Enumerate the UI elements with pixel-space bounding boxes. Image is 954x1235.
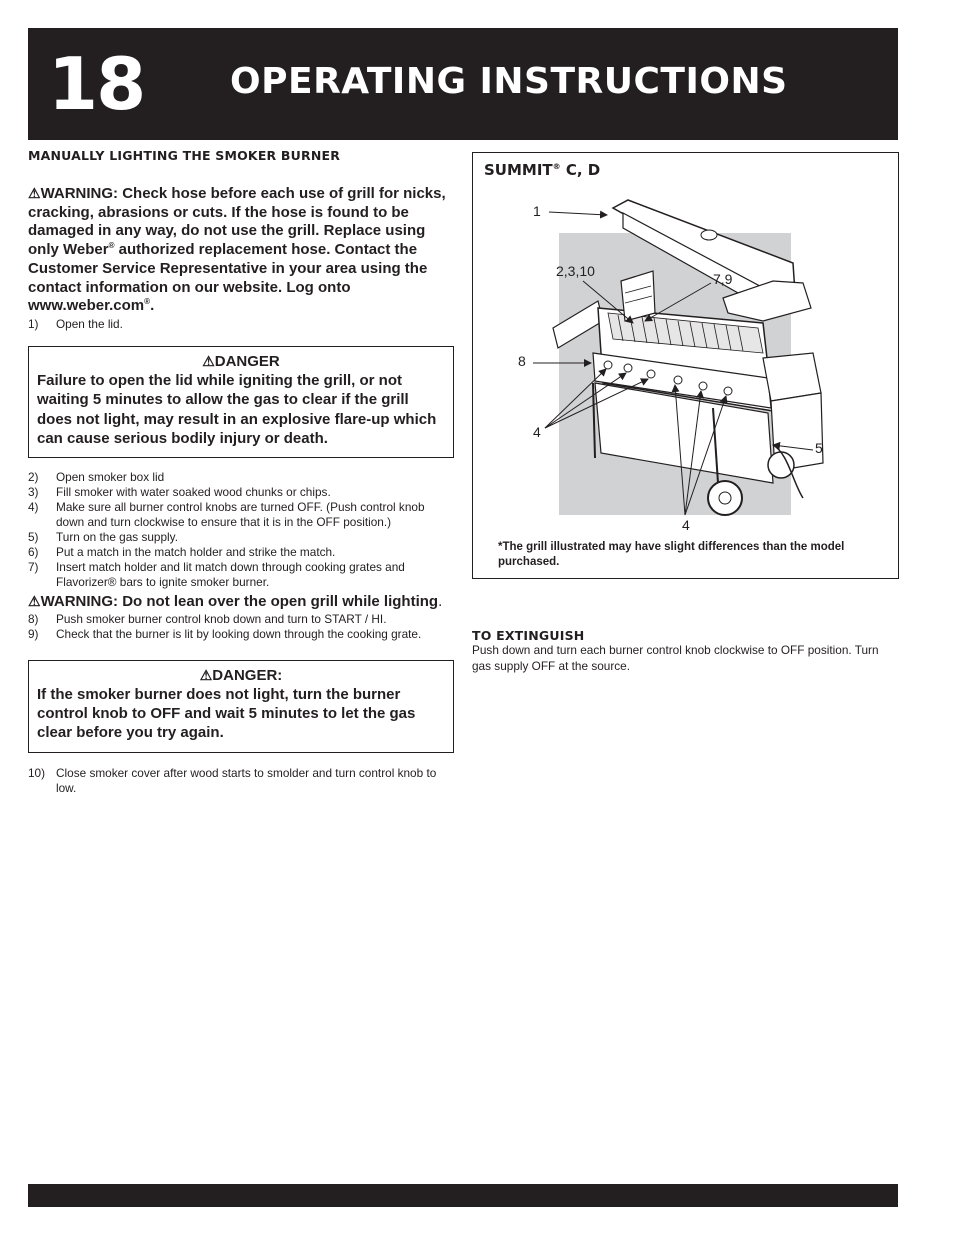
step-text: Push smoker burner control knob down and turn to START / HI. [56, 611, 387, 626]
step-text: Insert match holder and lit match down through cooking grates and Flavorizer® bars to ignite smoker burner. [56, 559, 405, 589]
step-text: Open smoker box lid [56, 469, 165, 484]
warning-hose [28, 184, 454, 316]
callout-gas-supply: 5 [815, 440, 823, 456]
danger-title-text: DANGER: [212, 666, 283, 684]
figure-title-models: C, D [560, 161, 601, 179]
step-number: 10) [28, 765, 46, 780]
warning-hose-mid: authorized replacement hose. Contact the Customer Service Representative in your area using the contact information on our website. Log onto www.weber.com [28, 241, 428, 315]
danger-title [37, 666, 445, 685]
extinguish-section [472, 628, 899, 674]
list-item [28, 545, 454, 560]
step-list-3 [28, 612, 454, 642]
grill-figure [472, 152, 899, 579]
registered-mark: ® [552, 162, 561, 171]
section-title-smoker: MANUALLY LIGHTING THE SMOKER BURNER [28, 148, 341, 163]
callout-control-panel: 8 [518, 353, 526, 369]
warning-icon: ⚠ [199, 666, 213, 683]
danger-text: Failure to open the lid while igniting the grill, or not waiting 5 minutes to allow the gas to clear if the grill does not light, may result in an explosive flare-up which can cause serious bodily injury or death. [37, 371, 437, 448]
callout-match-holder: 7,9 [713, 271, 733, 287]
figure-title-brand: SUMMIT [484, 161, 553, 179]
footer-bar [28, 1184, 898, 1207]
danger-box-2 [28, 660, 454, 753]
step-list-1 [28, 317, 454, 332]
page-title: OPERATING INSTRUCTIONS [230, 61, 788, 102]
step-text: Fill smoker with water soaked wood chunks or chips. [56, 484, 331, 499]
step-number: 6) [28, 544, 39, 559]
step-number: 8) [28, 611, 39, 626]
step-number: 7) [28, 559, 39, 574]
step-text: Make sure all burner control knobs are turned OFF. (Push control knob down and turn clockwise to ensure that it is in the OFF position.) [56, 499, 425, 529]
warning-lean [28, 592, 454, 612]
registered-mark: ® [144, 297, 151, 307]
step-text: Turn on the gas supply. [56, 529, 178, 544]
step-list-2 [28, 470, 454, 590]
list-item [28, 627, 454, 642]
warning-hose-lead: WARNING: Check hose before each use of grill for nicks, cracking, abrasions or cuts. If the hose is found to be damaged in any way, do not use the grill. Replace using only Weber [28, 185, 446, 259]
list-item [28, 470, 454, 485]
step-number: 1) [28, 316, 39, 331]
list-item [28, 317, 454, 332]
step-number: 2) [28, 469, 39, 484]
step-number: 3) [28, 484, 39, 499]
warning-icon: ⚠ [202, 352, 215, 369]
warning-hose-end: . [150, 297, 155, 315]
list-item [28, 766, 454, 796]
danger-box-1 [28, 346, 454, 458]
warning-lean-text: WARNING: Do not lean over the open grill while lighting [40, 592, 439, 610]
callout-lid: 1 [533, 203, 541, 219]
warning-icon: ⚠ [28, 185, 41, 201]
list-item [28, 560, 454, 590]
section-title-extinguish: TO EXTINGUISH [472, 628, 585, 643]
danger-text: If the smoker burner does not light, turn the burner control knob to OFF and wait 5 minutes to let the gas clear before you try again. [37, 685, 416, 742]
step-number: 9) [28, 626, 39, 641]
page-header [28, 28, 898, 140]
list-item [28, 500, 454, 530]
warning-lean-end: . [438, 592, 443, 610]
callout-knobs-left: 4 [533, 424, 541, 440]
page-number: 18 [48, 42, 145, 126]
left-column [28, 148, 454, 796]
step-text: Close smoker cover after wood starts to smolder and turn control knob to low. [56, 765, 437, 795]
danger-title-text: DANGER [214, 352, 280, 370]
step-text: Open the lid. [56, 316, 123, 331]
registered-mark: ® [108, 241, 115, 251]
step-number: 4) [28, 499, 39, 514]
list-item [28, 530, 454, 545]
step-text: Check that the burner is lit by looking down through the cooking grate. [56, 626, 422, 641]
step-text: Put a match in the match holder and strike the match. [56, 544, 336, 559]
extinguish-text: Push down and turn each burner control knob clockwise to OFF position. Turn gas supply OFF at the source. [472, 643, 879, 673]
step-list-4 [28, 766, 454, 796]
list-item [28, 485, 454, 500]
callout-smoker-box: 2,3,10 [556, 263, 595, 279]
callout-knobs-bottom: 4 [682, 517, 690, 533]
list-item [28, 612, 454, 627]
step-number: 5) [28, 529, 39, 544]
warning-icon: ⚠ [28, 592, 41, 609]
figure-caption: *The grill illustrated may have slight differences than the model purchased. [498, 541, 845, 568]
danger-title [37, 352, 445, 371]
right-column [472, 152, 899, 674]
